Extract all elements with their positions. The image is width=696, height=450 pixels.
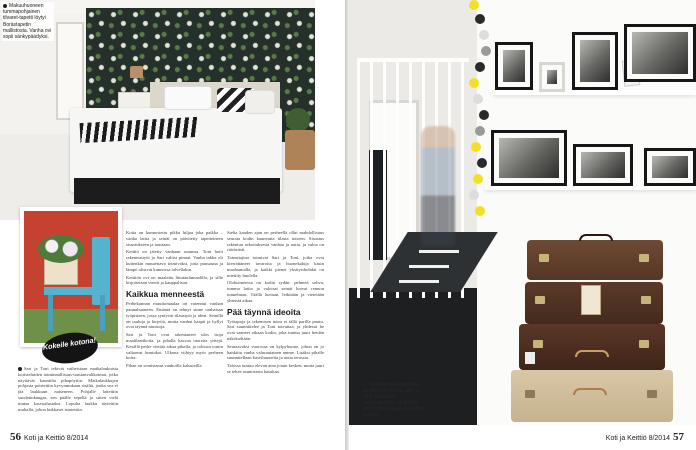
blue-chair-seat	[44, 287, 108, 295]
photo	[652, 156, 688, 178]
clasp	[639, 254, 649, 262]
handle	[573, 388, 607, 395]
bedside-lamp	[130, 66, 143, 78]
garland-ball	[475, 126, 485, 136]
garland-ball	[477, 158, 487, 168]
bedroom-photo	[0, 0, 315, 220]
luggage-tag	[581, 285, 601, 315]
suitcase	[511, 370, 673, 422]
plant	[286, 108, 310, 132]
wooden-chair	[285, 130, 315, 170]
stair-step	[409, 265, 449, 268]
photo-frame	[573, 144, 633, 186]
garland-ball	[481, 46, 491, 56]
frame-mat	[575, 35, 615, 87]
photo	[581, 152, 625, 178]
photo-caption-text: Makuuhuoneen tummapohjainen tilvaret-tapetti löytyi Borästapetin mallistosta. Vanha ovi sopii sänkypäädyksi.	[3, 3, 52, 41]
garland-ball	[473, 174, 483, 184]
blurred-person	[421, 126, 455, 246]
paragraph: Sielta kauden ajan on perheellä ollut mahdollisuus seurata kodin kauneutta tilasta toiseen. Sisustus rakentuu sekoituksesta vanhaa ja uutta, ja valoa on riittävästi.	[227, 230, 324, 253]
photo-frame	[495, 42, 533, 90]
clasp	[647, 390, 657, 398]
garland-ball	[475, 14, 485, 24]
bullet-icon	[363, 383, 367, 387]
paragraph: Toteuttajina toimivat Sari ja Toni, jotka ovat kierrättäneet tavaroita ja huonekaluja käsin maalaamalla, ja kaikki pienet yksityiskohdat on mietitty huolella.	[227, 255, 324, 278]
page-folio-right	[606, 431, 684, 443]
inset-photo-frame	[20, 207, 122, 347]
photo-frame	[572, 32, 618, 90]
garland-ball	[473, 94, 483, 104]
text-column-1	[126, 230, 223, 430]
magazine-name: Koti ja Keittiö 8/2014	[605, 435, 670, 442]
paragraph: Perhekunnan muuttomaalaa on vaiennut vanhan pannuhuoneen. Emäntä on tehnyt sinne rauhaisan työpisteen, jossa syntyvät tilaustyöt ja ideat. Seinillä on tauluja ja kirjeitä, mutta vanhat kaapit ja hyllyt ovat täynnä muistoja.	[126, 301, 223, 330]
clasp	[641, 296, 651, 304]
paragraph: Talossa tuntuu olevan aina jotain kesken, mutta juuri se tekee asumisesta hauskaa.	[227, 363, 324, 374]
frame-mat	[647, 151, 693, 183]
picture-shelf	[493, 90, 696, 95]
photo-frame	[539, 62, 565, 92]
frame-mat	[627, 27, 693, 79]
photo-frame	[491, 130, 567, 186]
chair-leg	[48, 295, 53, 331]
handle	[579, 234, 613, 241]
page-number: 57	[673, 431, 684, 443]
photo-frame	[624, 24, 696, 82]
photo-caption-text: Vanhoja matkalaukkuja on kertynyt monta, sillä ne ovat oivallinen säilytyspaikka. Sisällä on tarvikkeita, kirjoja ja vanhoja tauluja.	[363, 382, 426, 418]
garland-ball	[471, 142, 481, 152]
paragraph: Sari ja Toni ovat rakentaneet ulos isoja maalilaatikoita, ja pihalla kasvaa tuoreita yrttejä. Kesällä perhe viettää aikaa pihalla, ja talvisin tontin valtaavat lumiukot. Ulkona viihtyy myös perheen koira.	[126, 332, 223, 361]
paragraph: Työtapoja ja tekemisen intoa ei tällä parilla puutu. Sari suunnittelee ja Toni toteuttaa, ja yhdessä he ovat saaneet aikaan kodin, joka tuntuu juuri heidän näköiseltään.	[227, 318, 324, 341]
frame-mat	[576, 147, 630, 183]
section-heading: Kaikkua menneestä	[126, 289, 205, 300]
inset-caption	[18, 366, 118, 430]
bullet-icon	[18, 367, 22, 371]
inset-caption-text: Sari ja Toni tekivät vaiheistaan matkalaukuista koristeluiden toiminnallisuus-taustanvalikoimat, jotka näyttävät kauniilta pihapöytiin. Matkalaukkujen pohjasta poistettiin kyvynmukaan sisältä, jonka vea ei jää laukkuun naiseneen. Pohjalle laitettiin suodatinkangas, sen päälle sepellä ja sitten vielä mutaa kasvualustaksi. Lopulta laukku täytettiin multalla, johon kukkaset istutettiin.	[18, 366, 118, 412]
chair-leg	[100, 295, 105, 331]
right-page	[349, 0, 696, 450]
text-column-2	[227, 230, 324, 430]
paragraph: Kotia on kunnostettu pikku hiljaa joka paikka – vanha lattia ja seinät on päivitetty tapetteineen sisustukseen ja taustaan.	[126, 230, 223, 247]
photo	[503, 50, 525, 82]
frame-mat	[498, 45, 530, 87]
ball-garland	[467, 0, 491, 224]
paragraph: Olohuoneessa on kodin sydän: pehmeä sohva, tumma lattia ja valoisat seinät luovat rennon tunnelman. Täällä luetaan, leikitään ja vietetään yhteistä aikaa.	[227, 280, 324, 303]
clasp	[525, 390, 535, 398]
stair-step	[419, 250, 459, 253]
sticker	[525, 352, 535, 364]
hydrangea-flowers	[38, 235, 84, 263]
section-heading: Pää täynnä ideoita	[227, 306, 301, 317]
photo	[580, 40, 610, 82]
tip-badge: Kokeile kotona!	[40, 329, 100, 367]
paragraph: Keittiön ovi on maalattu liitutaulumaalilla, ja sille kirjoitetaan viestit ja kauppalistat.	[126, 274, 223, 286]
garland-ball	[479, 30, 489, 40]
suitcase	[519, 324, 665, 370]
frame-mat	[494, 133, 564, 183]
paragraph: Seuraavaksi vuorossa on kylpyhuone, johon on jo hankittu vanha valurautainen amme. Lisäksi pihalle suunnitellaan kasvihuonetta ja uutta terassia.	[227, 343, 324, 361]
page-folio-left	[10, 431, 88, 443]
doorway	[56, 22, 84, 120]
hallway-photo	[349, 0, 696, 425]
stair-step	[399, 280, 439, 283]
bullet-icon	[3, 4, 7, 8]
photo	[632, 32, 688, 74]
left-page	[0, 0, 345, 450]
photo-frame	[644, 148, 696, 186]
paragraph: Pihan on somistanut vanhoilla kalusteilla.	[126, 363, 203, 369]
pillow-white	[245, 90, 275, 114]
clasp	[539, 254, 549, 262]
page-number: 56	[10, 431, 21, 443]
photo-caption	[363, 382, 427, 418]
garland-ball	[469, 0, 479, 10]
magazine-name: Koti ja Keittiö 8/2014	[24, 435, 89, 442]
photo	[499, 138, 559, 178]
photo	[547, 70, 557, 84]
suitcase	[527, 240, 663, 280]
paragraph: Keittiö on jätetty vanhaan asuunsa. Toni hoiti rakennustyöt ja Sari valitsi pinnat. Vanha takka oli kuitenkin muutettava toimivaksi, jotta puusauna ja lämpö olisivat kunnossa talvellakin.	[126, 249, 223, 272]
frame-mat	[542, 65, 562, 89]
clasp	[639, 340, 649, 348]
photo-caption	[2, 2, 54, 41]
bed-base	[74, 178, 280, 204]
pillow-bicycle	[164, 86, 212, 110]
garland-ball	[469, 78, 479, 88]
garland-ball	[475, 62, 485, 72]
handle	[575, 350, 609, 357]
garland-ball	[469, 190, 479, 200]
flower-photo	[24, 211, 118, 343]
clasp	[533, 340, 543, 348]
garland-ball	[475, 206, 485, 216]
clasp	[535, 296, 545, 304]
garland-ball	[479, 110, 489, 120]
